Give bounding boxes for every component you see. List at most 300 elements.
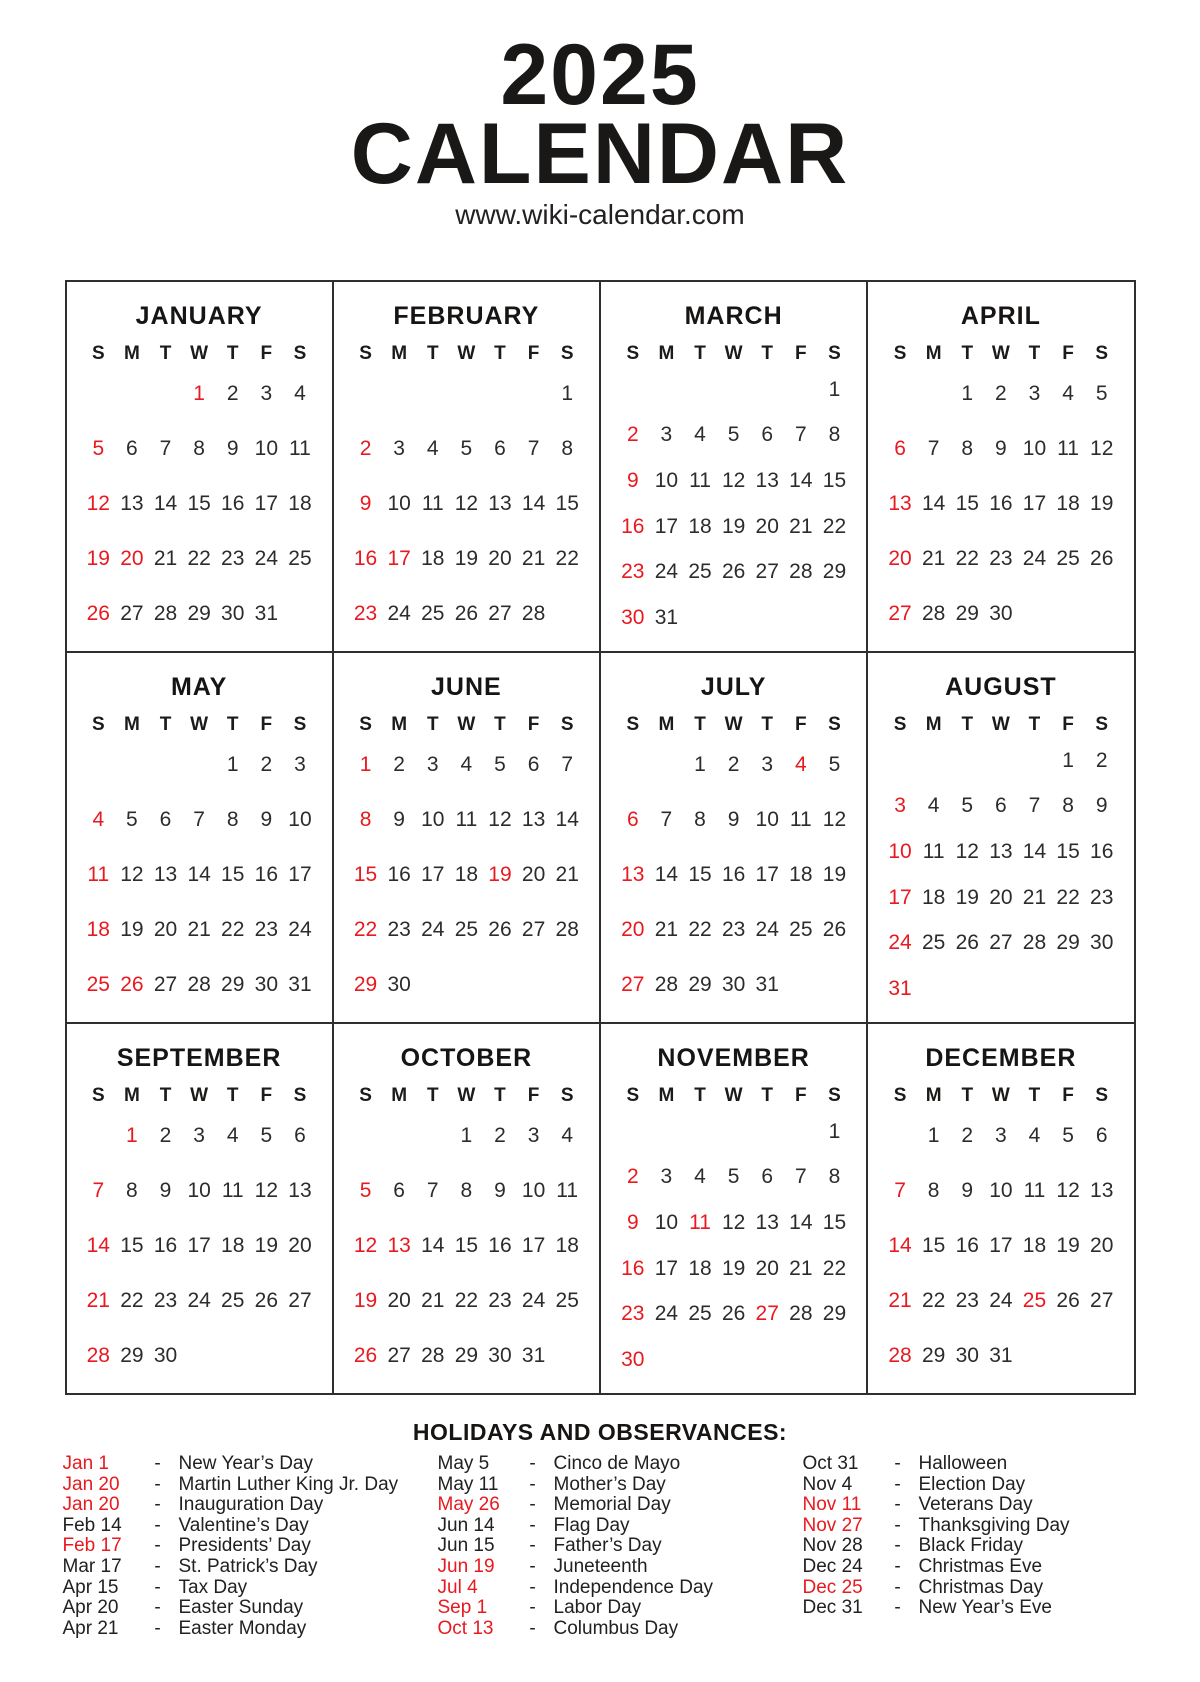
day-number: 21 — [654, 917, 679, 941]
day-number: 3 — [393, 437, 405, 461]
day-number: 6 — [527, 753, 540, 777]
day-number: 26 — [353, 1343, 378, 1367]
holiday-dash: - — [154, 1555, 161, 1577]
date-row — [82, 1234, 317, 1258]
holiday-name: Presidents’ Day — [178, 1535, 311, 1557]
day-number: 3 — [660, 423, 673, 447]
day-number: 14 — [555, 808, 579, 832]
day-number: 5 — [727, 423, 740, 447]
day-empty — [784, 973, 818, 997]
day-empty — [250, 1344, 284, 1368]
month-october — [333, 1023, 600, 1394]
holiday-dash: - — [894, 1535, 901, 1557]
day-number: 16 — [621, 514, 645, 538]
holiday-column — [438, 1454, 773, 1639]
day-number: 9 — [260, 808, 273, 832]
weekday-label: T — [1028, 343, 1041, 364]
day-number: 12 — [721, 1211, 746, 1235]
weekday-label: T — [961, 343, 974, 364]
date-row — [82, 382, 317, 406]
holiday-entry — [438, 1578, 773, 1599]
day-number: 1 — [460, 1124, 473, 1148]
weekday-label: W — [190, 343, 209, 364]
day-number: 4 — [561, 1124, 574, 1148]
holiday-date: Apr 20 — [62, 1597, 119, 1619]
day-number: 24 — [1022, 546, 1047, 570]
day-number: 20 — [989, 885, 1013, 909]
holiday-dash: - — [154, 1514, 161, 1536]
day-number: 6 — [294, 1124, 306, 1148]
day-empty — [1018, 602, 1052, 626]
day-number: 14 — [888, 1233, 912, 1257]
weekday-label: F — [527, 1085, 540, 1106]
day-number: 18 — [1056, 491, 1080, 515]
day-number: 20 — [1090, 1233, 1114, 1257]
day-number: 4 — [1062, 382, 1074, 406]
holiday-date: Feb 17 — [62, 1535, 122, 1557]
date-row — [883, 1289, 1118, 1313]
day-number: 24 — [187, 1288, 211, 1312]
day-number: 9 — [494, 1179, 506, 1203]
day-empty — [1018, 749, 1052, 773]
month-dates — [616, 738, 851, 1012]
day-number: 8 — [927, 1179, 940, 1203]
day-number: 18 — [1022, 1233, 1047, 1257]
weekday-label: F — [795, 714, 807, 735]
holiday-dash: - — [154, 1473, 161, 1495]
day-number: 11 — [421, 491, 444, 515]
day-number: 1 — [961, 382, 974, 406]
day-number: 29 — [221, 972, 245, 996]
date-row — [883, 794, 1118, 818]
weekday-label: T — [226, 714, 239, 735]
day-number: 2 — [727, 753, 740, 777]
weekday-label: F — [1062, 343, 1074, 364]
holiday-dash: - — [894, 1597, 901, 1619]
holiday-date: Jun 14 — [437, 1514, 495, 1536]
day-number: 14 — [654, 862, 679, 886]
weekday-header — [883, 714, 1118, 736]
weekday-label: S — [828, 343, 841, 364]
weekday-label: S — [560, 343, 574, 364]
day-number: 6 — [393, 1179, 405, 1203]
day-number: 20 — [288, 1233, 312, 1257]
day-number: 8 — [828, 423, 841, 447]
day-number: 10 — [888, 840, 912, 864]
weekday-label: T — [494, 714, 506, 735]
weekday-header — [82, 343, 317, 365]
day-empty — [1051, 977, 1085, 1001]
day-number: 4 — [426, 437, 439, 461]
day-number: 8 — [961, 437, 974, 461]
date-row — [349, 1124, 584, 1148]
day-number: 20 — [387, 1288, 411, 1312]
day-number: 19 — [454, 546, 479, 570]
day-number: 30 — [153, 1343, 178, 1367]
day-empty — [550, 973, 584, 997]
holiday-name: Valentine’s Day — [178, 1514, 309, 1536]
day-number: 10 — [654, 1211, 679, 1235]
day-number: 2 — [494, 1124, 506, 1148]
weekday-label: S — [359, 714, 372, 735]
day-empty — [416, 382, 450, 406]
day-number: 22 — [555, 546, 579, 570]
day-number: 23 — [621, 1302, 645, 1326]
day-empty — [616, 753, 650, 777]
weekday-header — [616, 714, 851, 736]
holiday-dash: - — [154, 1494, 161, 1516]
day-number: 20 — [488, 546, 512, 570]
day-number: 29 — [688, 972, 712, 996]
day-number: 9 — [226, 437, 239, 461]
day-number: 16 — [153, 1233, 178, 1257]
day-number: 30 — [621, 1348, 645, 1372]
day-number: 6 — [1095, 1124, 1108, 1148]
day-number: 14 — [789, 1211, 813, 1235]
holiday-name: Mother’s Day — [553, 1473, 666, 1495]
holiday-date: Mar 17 — [62, 1555, 122, 1577]
day-number: 21 — [789, 1256, 813, 1280]
day-number: 28 — [654, 972, 679, 996]
date-row — [616, 1348, 851, 1372]
weekday-label: S — [560, 1085, 574, 1106]
day-number: 27 — [153, 972, 178, 996]
day-number: 21 — [888, 1288, 912, 1312]
day-empty — [917, 977, 951, 1001]
day-number: 20 — [888, 546, 912, 570]
day-empty — [1051, 1344, 1085, 1368]
holiday-name: Juneteenth — [553, 1555, 648, 1577]
day-number: 10 — [187, 1179, 211, 1203]
day-number: 1 — [1062, 748, 1074, 772]
weekday-label: W — [991, 343, 1010, 364]
day-number: 25 — [1022, 1288, 1047, 1312]
day-number: 13 — [755, 469, 779, 493]
day-number: 26 — [254, 1288, 279, 1312]
day-number: 24 — [755, 917, 779, 941]
weekday-label: S — [828, 1085, 841, 1106]
day-empty — [517, 382, 551, 406]
weekday-label: M — [391, 1085, 408, 1106]
weekday-label: T — [426, 343, 439, 364]
holiday-entry — [803, 1557, 1138, 1578]
day-number: 17 — [1022, 491, 1047, 515]
day-number: 2 — [226, 382, 239, 406]
day-number: 9 — [727, 808, 740, 832]
day-empty — [550, 602, 584, 626]
day-number: 14 — [1022, 840, 1047, 864]
weekday-header — [883, 343, 1118, 365]
holiday-name: New Year’s Eve — [918, 1597, 1052, 1619]
month-title: DECEMBER — [925, 1044, 1077, 1072]
holiday-entry — [63, 1536, 408, 1557]
holiday-date: May 11 — [437, 1473, 499, 1495]
day-number: 13 — [1090, 1179, 1114, 1203]
day-number: 17 — [387, 546, 411, 570]
date-row — [349, 382, 584, 406]
date-row — [616, 1211, 851, 1235]
day-number: 27 — [387, 1343, 411, 1367]
day-number: 22 — [120, 1288, 144, 1312]
day-empty — [416, 973, 450, 997]
day-number: 5 — [126, 808, 138, 832]
calendar-title: CALENDAR — [350, 106, 850, 202]
day-number: 11 — [1057, 437, 1079, 461]
date-row — [883, 1344, 1118, 1368]
day-number: 5 — [494, 753, 506, 777]
day-number: 3 — [294, 753, 306, 777]
day-empty — [917, 749, 951, 773]
day-number: 23 — [989, 546, 1013, 570]
day-number: 19 — [86, 546, 110, 570]
day-number: 7 — [193, 808, 205, 832]
weekday-label: T — [426, 1085, 439, 1106]
day-empty — [349, 382, 383, 406]
holiday-entry — [63, 1619, 408, 1640]
weekday-label: S — [359, 343, 372, 364]
holiday-dash: - — [894, 1514, 901, 1536]
weekday-label: T — [761, 343, 774, 364]
weekday-label: M — [123, 1085, 140, 1106]
day-number: 12 — [86, 491, 110, 515]
weekday-header — [616, 1085, 851, 1107]
day-number: 28 — [789, 1302, 813, 1326]
day-number: 19 — [353, 1288, 378, 1312]
day-number: 8 — [1062, 794, 1074, 818]
date-row — [616, 423, 851, 447]
day-number: 14 — [421, 1233, 445, 1257]
day-number: 28 — [1022, 931, 1047, 955]
day-empty — [717, 378, 751, 402]
holiday-entry — [438, 1598, 773, 1619]
weekday-label: F — [527, 343, 540, 364]
day-number: 27 — [755, 1302, 779, 1326]
day-number: 18 — [221, 1233, 245, 1257]
weekday-label: M — [123, 714, 140, 735]
day-number: 17 — [187, 1233, 211, 1257]
holiday-entry — [438, 1495, 773, 1516]
date-row — [349, 1344, 584, 1368]
holiday-name: Tax Day — [178, 1576, 248, 1598]
day-number: 30 — [1090, 931, 1114, 955]
weekday-header — [82, 1085, 317, 1107]
day-number: 1 — [561, 382, 574, 406]
day-number: 27 — [288, 1288, 312, 1312]
day-empty — [1085, 602, 1119, 626]
holiday-entry — [63, 1598, 408, 1619]
date-row — [82, 808, 317, 832]
day-empty — [883, 382, 917, 406]
date-row — [883, 382, 1118, 406]
day-number: 3 — [193, 1124, 205, 1148]
date-row — [616, 378, 851, 402]
day-number: 30 — [254, 972, 279, 996]
day-empty — [349, 1124, 383, 1148]
weekday-label: T — [159, 343, 172, 364]
day-number: 3 — [761, 753, 774, 777]
weekday-label: F — [527, 714, 540, 735]
date-row — [883, 931, 1118, 955]
day-empty — [1085, 1344, 1119, 1368]
day-number: 27 — [621, 972, 645, 996]
weekday-label: T — [226, 343, 239, 364]
day-number: 4 — [1028, 1124, 1041, 1148]
date-row — [616, 1257, 851, 1281]
day-number: 30 — [621, 606, 645, 630]
holidays-title: HOLIDAYS AND OBSERVANCES: — [412, 1419, 788, 1445]
weekday-label: M — [658, 1085, 675, 1106]
date-row — [82, 492, 317, 516]
holiday-dash: - — [529, 1535, 536, 1557]
day-number: 5 — [1062, 1124, 1074, 1148]
day-number: 23 — [221, 546, 245, 570]
weekday-header — [349, 1085, 584, 1107]
day-number: 10 — [521, 1179, 546, 1203]
month-title: NOVEMBER — [657, 1044, 810, 1072]
day-number: 16 — [254, 862, 279, 886]
day-number: 17 — [521, 1233, 546, 1257]
month-dates — [82, 738, 317, 1012]
weekday-label: M — [925, 343, 942, 364]
day-empty — [818, 606, 852, 630]
day-number: 20 — [621, 917, 645, 941]
day-number: 19 — [120, 917, 144, 941]
day-number: 29 — [822, 1302, 847, 1326]
holiday-dash: - — [529, 1473, 536, 1495]
weekday-label: W — [457, 343, 476, 364]
date-row — [82, 863, 317, 887]
holiday-entry — [438, 1454, 773, 1475]
day-number: 20 — [521, 862, 546, 886]
weekday-label: F — [260, 1085, 273, 1106]
day-number: 1 — [126, 1124, 138, 1148]
weekday-label: W — [991, 1085, 1010, 1106]
day-number: 24 — [521, 1288, 546, 1312]
day-empty — [115, 753, 149, 777]
day-number: 3 — [995, 1124, 1007, 1148]
weekday-label: S — [91, 714, 105, 735]
weekday-label: T — [1028, 1085, 1041, 1106]
day-number: 6 — [761, 423, 774, 447]
holiday-entry — [803, 1454, 1138, 1475]
day-number: 15 — [353, 862, 378, 886]
day-number: 3 — [527, 1124, 540, 1148]
holiday-dash: - — [529, 1514, 536, 1536]
day-number: 21 — [187, 917, 211, 941]
day-number: 16 — [1090, 840, 1114, 864]
date-row — [616, 1120, 851, 1144]
day-empty — [717, 606, 751, 630]
day-number: 12 — [1090, 437, 1114, 461]
day-empty — [683, 378, 717, 402]
date-row — [883, 602, 1118, 626]
day-number: 11 — [789, 808, 812, 832]
day-number: 21 — [789, 514, 813, 538]
holiday-entry — [803, 1598, 1138, 1619]
holiday-name: Easter Monday — [178, 1617, 307, 1639]
day-number: 12 — [488, 808, 512, 832]
weekday-label: S — [293, 714, 307, 735]
day-number: 8 — [359, 808, 372, 832]
date-row — [616, 469, 851, 493]
weekday-label: F — [1062, 714, 1074, 735]
month-title: SEPTEMBER — [116, 1044, 282, 1072]
day-number: 23 — [254, 917, 279, 941]
day-number: 1 — [927, 1124, 940, 1148]
day-number: 20 — [755, 1256, 779, 1280]
day-number: 13 — [989, 840, 1013, 864]
day-number: 25 — [921, 931, 946, 955]
month-december — [867, 1023, 1134, 1394]
day-number: 12 — [822, 808, 847, 832]
day-number: 23 — [621, 560, 645, 584]
day-number: 28 — [153, 601, 178, 625]
day-number: 15 — [955, 491, 979, 515]
weekday-label: W — [991, 714, 1010, 735]
day-number: 26 — [1056, 1288, 1080, 1312]
holiday-name: Thanksgiving Day — [918, 1514, 1070, 1536]
month-july — [600, 652, 867, 1023]
day-number: 10 — [254, 437, 279, 461]
day-number: 21 — [555, 862, 579, 886]
holiday-entry — [63, 1557, 408, 1578]
weekday-label: T — [694, 343, 706, 364]
day-number: 27 — [1090, 1288, 1114, 1312]
day-empty — [750, 1120, 784, 1144]
day-empty — [1018, 977, 1052, 1001]
weekday-label: W — [190, 714, 209, 735]
month-dates — [82, 367, 317, 641]
day-number: 29 — [187, 601, 211, 625]
holiday-name: Cinco de Mayo — [553, 1453, 681, 1474]
holiday-entry — [438, 1536, 773, 1557]
day-number: 7 — [794, 423, 807, 447]
month-march — [600, 281, 867, 652]
weekday-label: T — [694, 1085, 706, 1106]
day-number: 27 — [521, 917, 546, 941]
day-empty — [683, 606, 717, 630]
day-number: 13 — [521, 808, 546, 832]
day-number: 15 — [454, 1233, 479, 1257]
holiday-dash: - — [894, 1576, 901, 1598]
day-number: 26 — [488, 917, 512, 941]
date-row — [349, 1234, 584, 1258]
day-number: 17 — [755, 862, 779, 886]
day-number: 31 — [755, 972, 779, 996]
holiday-date: Sep 1 — [437, 1597, 488, 1619]
day-number: 9 — [393, 808, 405, 832]
holiday-name: Father’s Day — [553, 1535, 662, 1557]
day-number: 22 — [353, 917, 378, 941]
day-number: 23 — [353, 601, 378, 625]
day-number: 11 — [689, 1211, 711, 1235]
holiday-column — [803, 1454, 1138, 1639]
day-number: 29 — [955, 601, 979, 625]
day-number: 2 — [260, 753, 273, 777]
day-number: 10 — [1022, 437, 1047, 461]
day-number: 16 — [387, 862, 411, 886]
holiday-name: Independence Day — [553, 1576, 714, 1598]
holidays-section — [0, 1419, 1200, 1639]
day-number: 21 — [421, 1288, 445, 1312]
day-number: 28 — [421, 1343, 445, 1367]
date-row — [349, 808, 584, 832]
day-number: 23 — [488, 1288, 512, 1312]
month-may — [66, 652, 333, 1023]
holiday-dash: - — [894, 1453, 901, 1474]
holiday-entry — [803, 1578, 1138, 1599]
day-number: 27 — [755, 560, 779, 584]
